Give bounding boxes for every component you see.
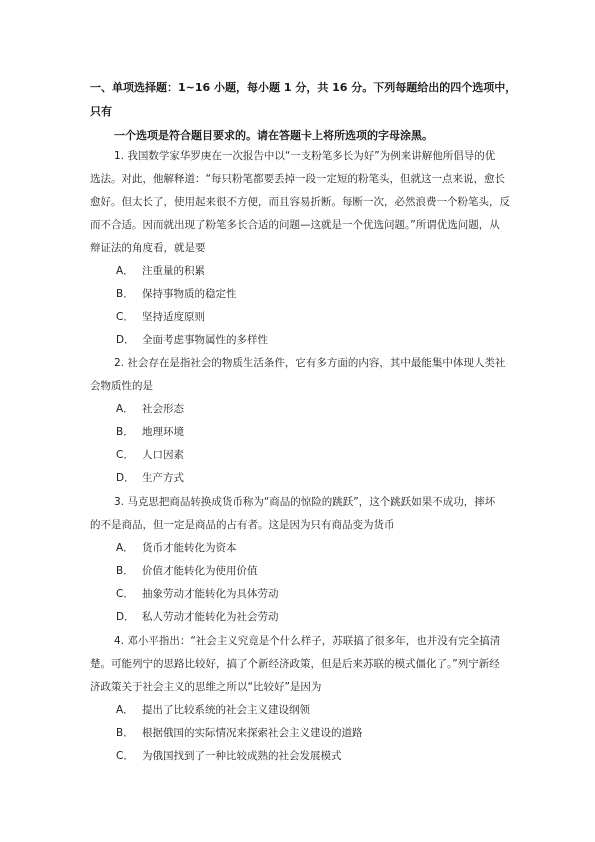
- section-heading-line1: 一、单项选择题：1~16 小题，每小题 1 分，共 16 分。下列每题给出的四个选项中，只有: [90, 81, 517, 118]
- option-text: 抽象劳动才能转化为具体劳动: [142, 588, 279, 600]
- option-text: 根据俄国的实际情况来探索社会主义建设的道路: [142, 727, 363, 739]
- stem-line: 选法。对此，他解释道：“每只粉笔都要丢掉一段一定短的粉笔头，但就这一点来说，愈长: [90, 173, 505, 185]
- question-4: [90, 630, 520, 768]
- option-letter: D．: [116, 334, 135, 346]
- option-letter: C．: [116, 449, 134, 461]
- option-text: 注重量的积累: [142, 265, 205, 277]
- option-b: [90, 560, 520, 583]
- question-stem: [90, 630, 520, 699]
- option-a: [90, 699, 520, 722]
- stem-line: 1. 我国数学家华罗庚在一次报告中以“一支粉笔多长为好”为例来讲解他所倡导的优: [114, 150, 496, 162]
- option-text: 价值才能转化为使用价值: [142, 565, 258, 577]
- option-letter: B．: [116, 426, 134, 438]
- stem-line: 4. 邓小平指出：“社会主义究竟是个什么样子，苏联搞了很多年，也并没有完全搞清: [114, 635, 501, 647]
- option-d: [90, 467, 520, 490]
- option-text: 保持事物质的稳定性: [142, 288, 237, 300]
- option-d: [90, 606, 520, 629]
- section-heading-line2: 一个选项是符合题目要求的。请在答题卡上将所选项的字母涂黑。: [114, 129, 433, 142]
- option-text: 提出了比较系统的社会主义建设纲领: [142, 704, 310, 716]
- question-2: [90, 352, 520, 490]
- stem-line: 愈好。但太长了，使用起来很不方便，而且容易折断。每断一次，必然浪费一个粉笔头，反: [90, 196, 510, 208]
- question-1: [90, 145, 520, 352]
- option-a: [90, 260, 520, 283]
- option-text: 生产方式: [142, 472, 184, 484]
- option-b: [90, 421, 520, 444]
- question-3: [90, 491, 520, 629]
- question-stem: [90, 491, 520, 537]
- option-text: 货币才能转化为资本: [142, 542, 237, 554]
- option-letter: A．: [116, 403, 134, 415]
- option-letter: D．: [116, 611, 135, 623]
- stem-line: 济政策关于社会主义的思维之所以“比较好”是因为: [90, 681, 322, 693]
- stem-line: 的不是商品，但一定是商品的占有者。这是因为只有商品变为货币: [90, 519, 395, 531]
- option-letter: A．: [116, 704, 134, 716]
- option-letter: B．: [116, 565, 134, 577]
- option-c: [90, 745, 520, 768]
- option-letter: D．: [116, 472, 135, 484]
- section-heading: [90, 76, 520, 148]
- stem-line: 2. 社会存在是指社会的物质生活条件，它有多方面的内容，其中最能集中体现人类社: [114, 357, 506, 369]
- option-text: 私人劳动才能转化为社会劳动: [142, 611, 279, 623]
- option-c: [90, 444, 520, 467]
- option-text: 地理环境: [142, 426, 184, 438]
- stem-line: 辩证法的角度看，就是要: [90, 242, 206, 254]
- option-b: [90, 722, 520, 745]
- option-letter: C．: [116, 588, 134, 600]
- option-text: 人口因素: [142, 449, 184, 461]
- option-text: 为俄国找到了一种比较成熟的社会发展模式: [142, 750, 342, 762]
- stem-line: 3. 马克思把商品转换成货币称为“商品的惊险的跳跃”，这个跳跃如果不成功，摔坏: [114, 496, 496, 508]
- stem-line: 会物质性的是: [90, 380, 153, 392]
- question-stem: [90, 145, 520, 260]
- option-a: [90, 398, 520, 421]
- option-letter: A．: [116, 542, 134, 554]
- option-d: [90, 329, 520, 352]
- option-letter: C．: [116, 750, 134, 762]
- option-c: [90, 583, 520, 606]
- option-letter: B．: [116, 288, 134, 300]
- question-stem: [90, 352, 520, 398]
- option-a: [90, 537, 520, 560]
- option-text: 社会形态: [142, 403, 184, 415]
- option-c: [90, 306, 520, 329]
- option-b: [90, 283, 520, 306]
- option-letter: B．: [116, 727, 134, 739]
- option-letter: A．: [116, 265, 134, 277]
- stem-line: 而不合适。因而就出现了粉笔多长合适的问题—这就是一个优选问题。”所谓优选问题，从: [90, 219, 500, 231]
- option-letter: C．: [116, 311, 134, 323]
- option-text: 全面考虑事物属性的多样性: [142, 334, 268, 346]
- stem-line: 楚。可能列宁的思路比较好，搞了个新经济政策，但是后来苏联的模式僵化了。”列宁新经: [90, 658, 500, 670]
- option-text: 坚持适度原则: [142, 311, 205, 323]
